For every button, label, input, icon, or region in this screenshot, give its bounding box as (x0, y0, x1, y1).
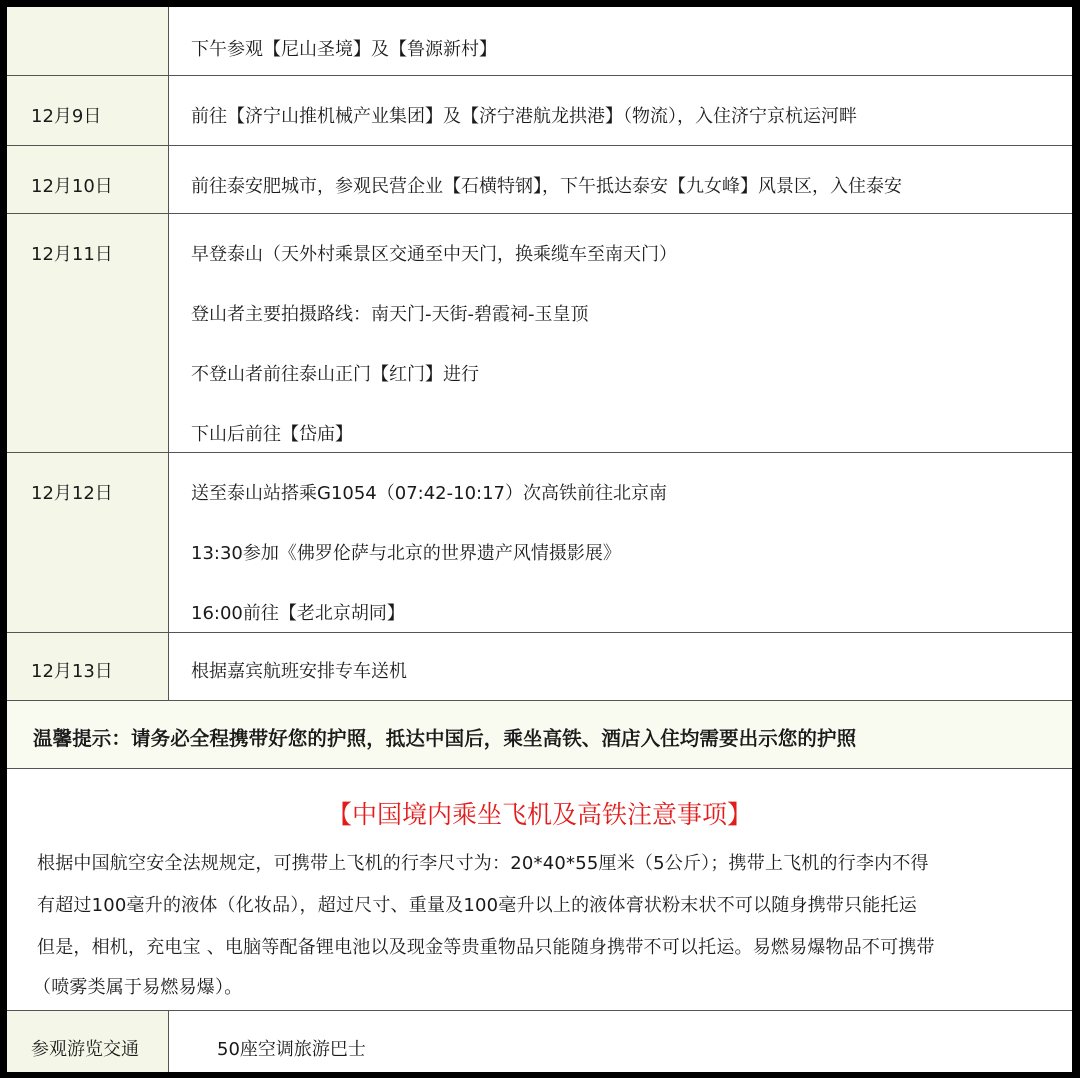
itinerary-row (7, 214, 1072, 453)
precautions-line: 根据中国航空安全法规规定，可携带上飞机的行李尺寸为：20*40*55厘米（5公斤）；携带上飞机的行李内不得 (37, 853, 929, 874)
precautions-line: 但是，相机，充电宝 、电脑等配备锂电池以及现金等贵重物品只能随身携带不可以托运。易燃易爆物品不可携带 (37, 937, 935, 958)
itinerary-row (7, 453, 1072, 633)
date-label: 12月11日 (31, 244, 113, 265)
activity-line: 根据嘉宾航班安排专车送机 (191, 661, 407, 682)
activity-line: 下山后前往【岱庙】 (191, 424, 353, 445)
itinerary-row (7, 7, 1072, 76)
transport-value: 50座空调旅游巴士 (217, 1039, 366, 1060)
precautions-line: 有超过100毫升的液体（化妆品），超过尺寸、重量及100毫升以上的液体膏状粉末状不可以随身携带只能托运 (37, 895, 917, 916)
activity-line: 早登泰山（天外村乘景区交通至中天门，换乘缆车至南天门） (191, 244, 677, 265)
transport-row (7, 1011, 1072, 1072)
activity-line: 13:30参加《佛罗伦萨与北京的世界遗产风情摄影展》 (191, 543, 621, 564)
activity-line: 不登山者前往泰山正门【红门】进行 (191, 364, 479, 385)
date-label: 12月10日 (31, 176, 113, 197)
precautions-section (7, 769, 1072, 1011)
date-cell (7, 453, 169, 632)
date-cell (7, 7, 169, 75)
itinerary-row (7, 76, 1072, 146)
date-cell (7, 214, 169, 452)
notice-box (7, 701, 1072, 768)
activity-line: 登山者主要拍摄路线：南天门-天街-碧霞祠-玉皇顶 (191, 304, 589, 325)
date-cell (7, 76, 169, 145)
activity-line: 16:00前往【老北京胡同】 (191, 603, 405, 624)
itinerary-row (7, 146, 1072, 214)
activity-line: 前往泰安肥城市，参观民营企业【石横特钢】，下午抵达泰安【九女峰】风景区，入住泰安 (191, 176, 902, 197)
activity-line: 前往【济宁山推机械产业集团】及【济宁港航龙拱港】（物流），入住济宁京杭运河畔 (191, 106, 857, 127)
precautions-title: 【中国境内乘坐飞机及高铁注意事项】 (326, 800, 752, 829)
itinerary-row (7, 633, 1072, 701)
activity-line: 下午参观【尼山圣境】及【鲁源新村】 (191, 39, 497, 60)
date-cell (7, 146, 169, 213)
transport-label: 参观游览交通 (31, 1039, 139, 1060)
notice-text: 温馨提示：请务必全程携带好您的护照，抵达中国后，乘坐高铁、酒店入住均需要出示您的护照 (33, 727, 857, 750)
date-cell (7, 633, 169, 700)
date-label: 12月9日 (31, 106, 102, 127)
date-label: 12月12日 (31, 483, 113, 504)
activity-line: 送至泰山站搭乘G1054（07:42-10:17）次高铁前往北京南 (191, 483, 667, 504)
precautions-line: （喷雾类属于易燃易爆）。 (33, 977, 243, 998)
date-label: 12月13日 (31, 661, 113, 682)
transport-label-cell (7, 1011, 169, 1072)
notice-row (7, 701, 1072, 769)
